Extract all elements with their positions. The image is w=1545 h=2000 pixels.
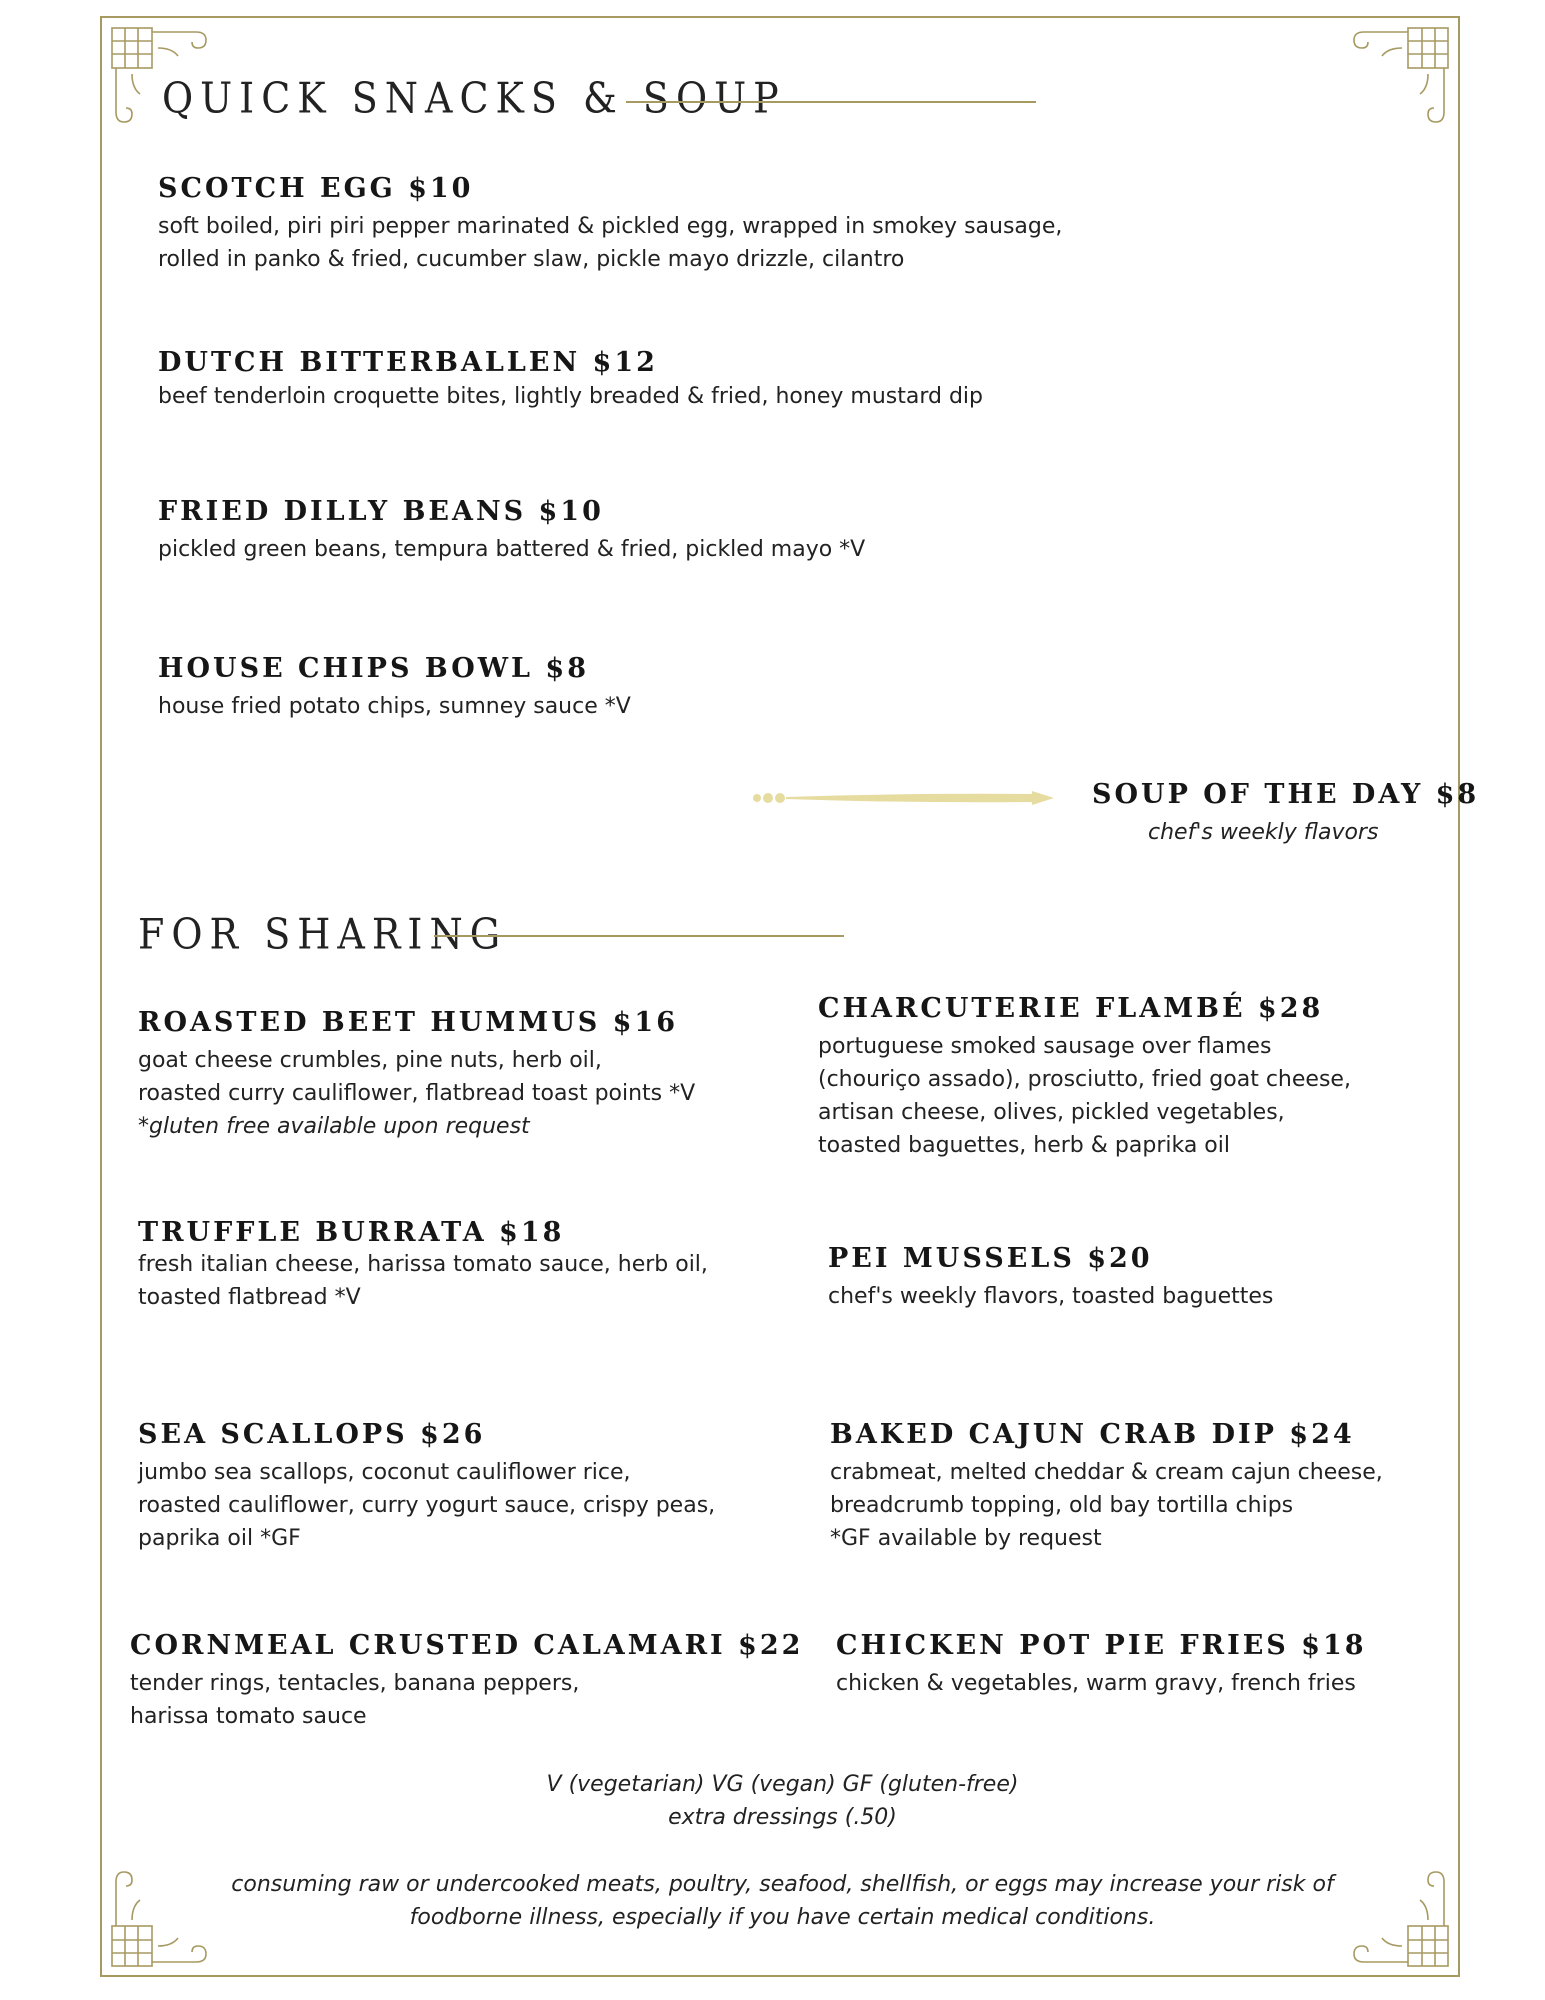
item-description: portuguese smoked sausage over flames (chouriço assado), prosciutto, fried goat cheese, artisan cheese, olives, pickled vegetables, toasted baguettes, herb & paprika oil bbox=[818, 1034, 1351, 1158]
menu-item-pot-pie-fries bbox=[836, 1629, 1367, 1700]
section-title-for-sharing: FOR SHARING bbox=[138, 910, 508, 959]
menu-item-scallops bbox=[138, 1418, 715, 1555]
item-name: HOUSE CHIPS BOWL $8 bbox=[158, 653, 590, 684]
corner-ornament-top-right bbox=[1342, 24, 1452, 134]
item-description: chicken & vegetables, warm gravy, french fries bbox=[836, 1671, 1356, 1696]
item-description: pickled green beans, tempura battered & fried, pickled mayo *V bbox=[158, 537, 866, 562]
item-name: CHICKEN POT PIE FRIES $18 bbox=[836, 1630, 1367, 1661]
decorative-arrow-icon bbox=[752, 788, 1058, 808]
item-note: *gluten free available upon request bbox=[138, 1114, 530, 1139]
item-description: chef's weekly flavors, toasted baguettes bbox=[828, 1284, 1274, 1309]
item-name: CHARCUTERIE FLAMBÉ $28 bbox=[818, 993, 1324, 1024]
menu-item-soup bbox=[1092, 778, 1479, 849]
menu-item-calamari bbox=[130, 1629, 803, 1733]
menu-item-bitterballen bbox=[158, 346, 983, 413]
item-name: DUTCH BITTERBALLEN $12 bbox=[158, 347, 658, 378]
item-description: beef tenderloin croquette bites, lightly breaded & fried, honey mustard dip bbox=[158, 384, 983, 409]
menu-item-scotch-egg bbox=[158, 172, 1062, 276]
dietary-legend: V (vegetarian) VG (vegan) GF (gluten-free) extra dressings (.50) bbox=[546, 1772, 1019, 1830]
item-name: BAKED CAJUN CRAB DIP $24 bbox=[830, 1419, 1355, 1450]
section-rule-quick-snacks bbox=[626, 101, 1036, 103]
item-name: CORNMEAL CRUSTED CALAMARI $22 bbox=[130, 1630, 804, 1661]
item-description: goat cheese crumbles, pine nuts, herb oil, roasted curry cauliflower, flatbread toast points *V *gluten free available upon request bbox=[138, 1044, 695, 1143]
menu-item-chips-bowl bbox=[158, 652, 631, 723]
item-description: fresh italian cheese, harissa tomato sauce, herb oil, toasted flatbread *V bbox=[138, 1252, 708, 1310]
item-name: TRUFFLE BURRATA $18 bbox=[138, 1217, 565, 1248]
item-name: SEA SCALLOPS $26 bbox=[138, 1419, 486, 1450]
menu-item-charcuterie bbox=[818, 992, 1351, 1162]
item-description: crabmeat, melted cheddar & cream cajun cheese, breadcrumb topping, old bay tortilla chips *GF available by request bbox=[830, 1460, 1383, 1551]
food-safety-warning: consuming raw or undercooked meats, poultry, seafood, shellfish, or eggs may increase your risk of foodborne illness, especially if you have certain medical conditions. bbox=[231, 1872, 1334, 1930]
item-name: SCOTCH EGG $10 bbox=[158, 173, 474, 204]
menu-item-burrata bbox=[138, 1216, 708, 1314]
item-name: SOUP OF THE DAY $8 bbox=[1092, 779, 1480, 810]
menu-item-mussels bbox=[828, 1242, 1273, 1313]
item-description: chef's weekly flavors bbox=[1148, 820, 1379, 845]
item-name: FRIED DILLY BEANS $10 bbox=[158, 496, 604, 527]
item-description: jumbo sea scallops, coconut cauliflower rice, roasted cauliflower, curry yogurt sauce, crispy peas, paprika oil *GF bbox=[138, 1460, 716, 1551]
item-description: soft boiled, piri piri pepper marinated & pickled egg, wrapped in smokey sausage, rolled in panko & fried, cucumber slaw, pickle mayo drizzle, cilantro bbox=[158, 214, 1063, 272]
menu-item-beet-hummus bbox=[138, 1006, 695, 1143]
item-description: tender rings, tentacles, banana peppers, harissa tomato sauce bbox=[130, 1671, 580, 1729]
section-rule-for-sharing bbox=[434, 935, 844, 937]
item-description: house fried potato chips, sumney sauce *V bbox=[158, 694, 631, 719]
menu-item-dilly-beans bbox=[158, 495, 865, 566]
menu-item-crab-dip bbox=[830, 1418, 1383, 1555]
item-name: ROASTED BEET HUMMUS $16 bbox=[138, 1007, 678, 1038]
section-title-quick-snacks: QUICK SNACKS & SOUP bbox=[162, 74, 786, 123]
item-name: PEI MUSSELS $20 bbox=[828, 1243, 1153, 1274]
